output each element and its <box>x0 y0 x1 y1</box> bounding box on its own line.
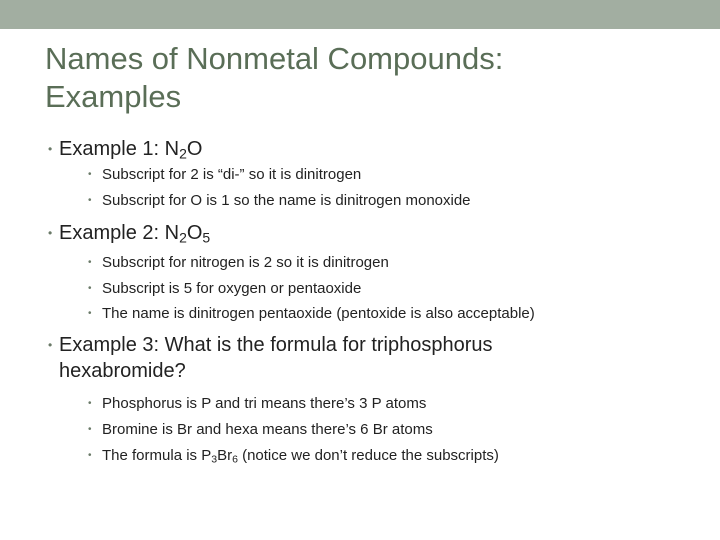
example-3-line-2: hexabromide? <box>59 360 186 382</box>
example-1-sub-n: 2 <box>179 145 187 162</box>
example-2-sub-n: 2 <box>179 229 187 246</box>
example-2-point <box>88 279 688 299</box>
example-2-point <box>88 253 688 273</box>
example-2-sub-o: 5 <box>202 229 211 246</box>
example-1-point <box>88 165 688 185</box>
bullet-icon: • <box>48 226 53 240</box>
bullet-icon: • <box>88 308 92 319</box>
example-3-formula-point <box>88 446 688 466</box>
title-line-2: Examples <box>45 79 182 114</box>
example-1-point-text: Subscript for 2 is “di-” so it is dinitrogen <box>102 166 362 183</box>
example-1-point-text: Subscript for O is 1 so the name is dinitrogen monoxide <box>102 192 471 209</box>
example-2-label: Example 2: N <box>59 222 180 244</box>
bullet-icon: • <box>48 142 53 156</box>
example-3-point <box>88 420 688 440</box>
bullet-icon: • <box>48 338 53 352</box>
example-2-point-text: The name is dinitrogen pentaoxide (pentoxide is also acceptable) <box>102 305 535 322</box>
example-1-o: O <box>186 138 203 160</box>
example-2-o: O <box>186 222 203 244</box>
example-1-heading <box>48 136 688 162</box>
formula-br: Br <box>217 447 233 464</box>
bullet-icon: • <box>88 195 92 206</box>
example-1-point <box>88 191 688 211</box>
example-3-heading <box>48 332 688 384</box>
example-2-point-text: Subscript is 5 for oxygen or pentaoxide <box>102 280 362 297</box>
example-3-line-1: Example 3: What is the formula for triphosphorus <box>59 334 493 356</box>
bullet-icon: • <box>88 283 92 294</box>
example-2-point <box>88 304 688 324</box>
bullet-icon: • <box>88 398 92 409</box>
example-3-point-text: Bromine is Br and hexa means there’s 6 Br atoms <box>102 421 433 438</box>
example-2-heading <box>48 220 688 246</box>
formula-prefix: The formula is P <box>102 447 212 464</box>
formula-sub-p: 3 <box>211 453 218 466</box>
bullet-icon: • <box>88 424 92 435</box>
bullet-icon: • <box>88 450 92 461</box>
example-3-point-text: Phosphorus is P and tri means there’s 3 P atoms <box>102 395 427 412</box>
bullet-icon: • <box>88 257 92 268</box>
title-line-1: Names of Nonmetal Compounds: <box>45 41 504 76</box>
example-2-point-text: Subscript for nitrogen is 2 so it is dinitrogen <box>102 254 389 271</box>
bullet-icon: • <box>88 169 92 180</box>
example-3-point <box>88 394 688 414</box>
formula-sub-br: 6 <box>232 453 238 466</box>
example-1-label: Example 1: N <box>59 138 180 160</box>
formula-suffix: (notice we don’t reduce the subscripts) <box>237 447 499 464</box>
